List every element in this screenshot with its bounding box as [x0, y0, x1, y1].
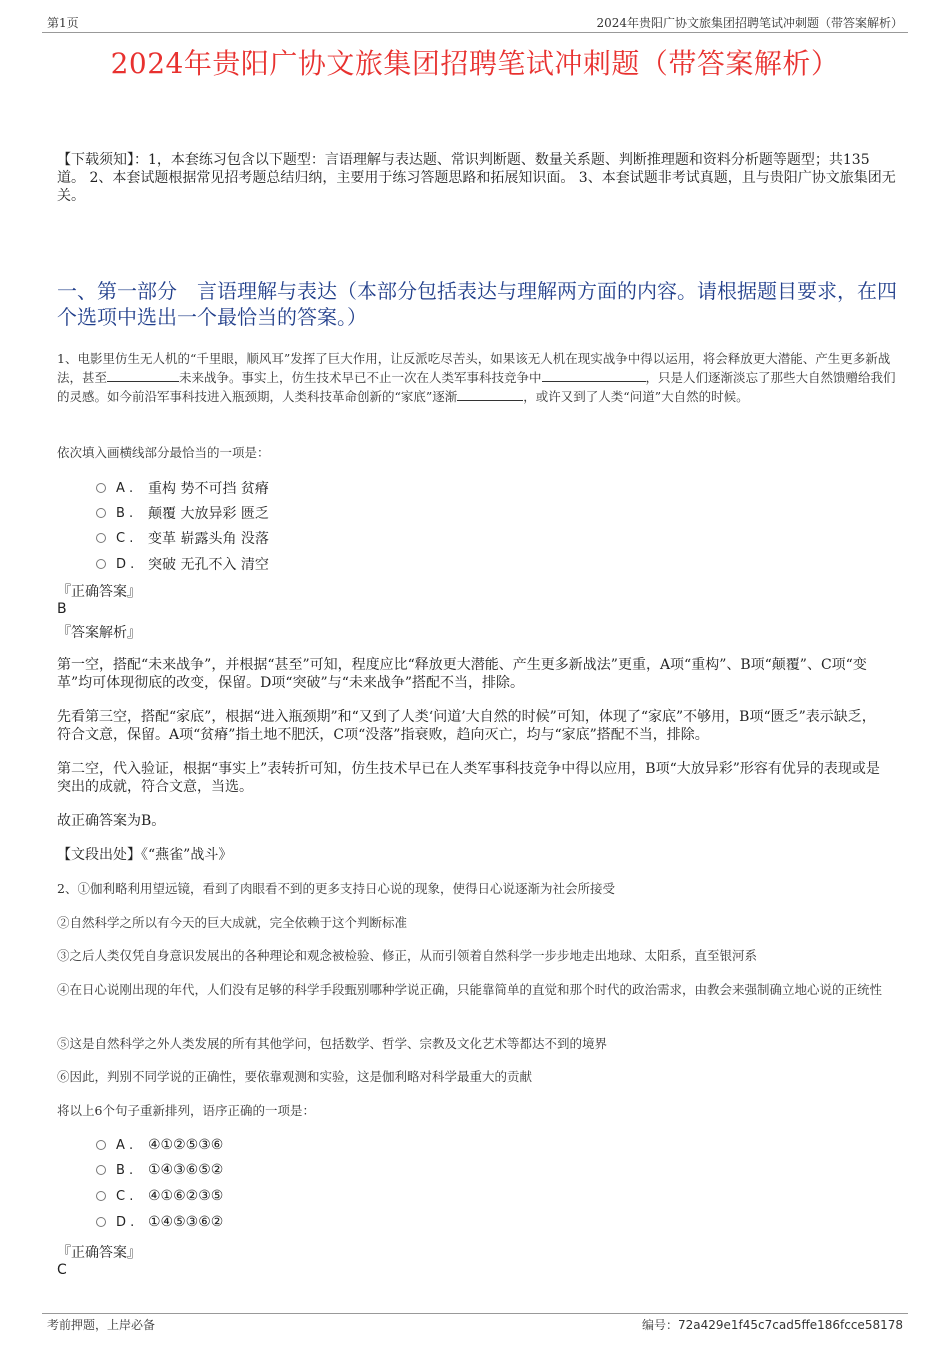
q2-prompt: 将以上6个句子重新排列，语序正确的一项是： [57, 1103, 315, 1118]
option-text: 重构 势不可挡 贫瘠 [148, 481, 269, 497]
q2-sentence: ③之后人类仅凭自身意识发展出的各种理论和观念被检验、修正，从而引领着自然科学一步步地走出地球、太阳系，直至银河系 [57, 948, 758, 963]
option-letter: B . [116, 505, 134, 521]
question-1-text-part-a: 1、电影里仿生无人机的“千里眼，顺风耳”发挥了巨大作用，让反派吃尽苦头，如果该无人机在现实战争中得以运用，将会释放更大潜能、产生更多新战法，甚至 [57, 351, 891, 385]
q2-option-d[interactable] [96, 1214, 223, 1230]
option-text: ①④③⑥⑤② [148, 1162, 224, 1178]
q2-answer: C [57, 1262, 67, 1278]
question-1-text-part-b: 未来战争。事实上，仿生技术早已不止一次在人类军事科技竞争中 [179, 370, 542, 385]
footer-code-value: 72a429e1f45c7cad5ffe186fcce58178 [677, 1318, 903, 1332]
question-1-text [57, 349, 899, 406]
q1-option-b[interactable] [96, 503, 269, 523]
radio-icon[interactable] [96, 1165, 106, 1175]
q1-answer-label: 『正确答案』 [57, 584, 141, 600]
blank-3 [457, 389, 523, 401]
q1-answer: B [57, 601, 67, 617]
option-text: 变革 崭露头角 没落 [148, 531, 269, 547]
q1-analysis-label: 『答案解析』 [57, 625, 141, 641]
radio-icon[interactable] [96, 559, 106, 569]
blank-1 [107, 370, 179, 382]
radio-icon[interactable] [96, 1140, 106, 1150]
radio-icon[interactable] [96, 1191, 106, 1201]
q2-sentence: ④在日心说刚出现的年代，人们没有足够的科学手段甄别哪种学说正确，只能靠简单的直觉和那个时代的政治需求，由教会来强制确立地心说的正统性 [57, 982, 883, 997]
option-text: ④①②⑤③⑥ [148, 1137, 224, 1153]
blank-2 [542, 370, 646, 382]
option-letter: C . [116, 1188, 134, 1204]
q1-option-d[interactable] [96, 554, 269, 574]
q1-analysis-paragraph: 先看第三空，搭配“家底”，根据“进入瓶颈期”和“又到了人类‘问道’大自然的时候”可知，体现了“家底”不够用，B项“匮乏”表示缺乏，符合文意，保留。A项“贫瘠”指土地不肥沃，C项“没落”指衰败，趋向灭亡，均与“家底”搭配不当，排除。 [57, 709, 876, 743]
question-1-text-part-d: ，或许又到了人类“问道”大自然的时候。 [523, 389, 749, 404]
q2-sentence: ⑤这是自然科学之外人类发展的所有其他学问，包括数学、哲学、宗教及文化艺术等都达不到的境界 [57, 1036, 608, 1051]
q2-sentence: ⑥因此，判别不同学说的正确性，要依靠观测和实验，这是伽利略对科学最重大的贡献 [57, 1069, 533, 1084]
page-number: 第1页 [47, 16, 79, 30]
option-text: ①④⑤③⑥② [148, 1214, 224, 1230]
question-1-prompt: 依次填入画横线部分最恰当的一项是： [57, 445, 270, 460]
radio-icon[interactable] [96, 483, 106, 493]
q2-sentence: ②自然科学之所以有今天的巨大成就，完全依赖于这个判断标准 [57, 915, 408, 930]
radio-icon[interactable] [96, 1217, 106, 1227]
q2-option-a[interactable] [96, 1137, 223, 1153]
footer-slogan: 考前押题，上岸必备 [47, 1318, 156, 1332]
q1-analysis-conclusion: 故正确答案为B。 [57, 813, 166, 829]
option-letter: A . [116, 480, 134, 496]
q1-analysis-paragraph: 第一空，搭配“未来战争”，并根据“甚至”可知，程度应比“释放更大潜能、产生更多新战法”更重，A项“重构”、B项“颠覆”、C项“变革”均可体现彻底的改变，保留。D项“突破”与“未来战争”搭配不当，排除。 [57, 657, 867, 691]
option-text: 突破 无孔不入 清空 [148, 557, 269, 573]
radio-icon[interactable] [96, 533, 106, 543]
option-letter: B . [116, 1162, 134, 1178]
q2-answer-label: 『正确答案』 [57, 1245, 141, 1261]
question-1-text-part-c: ，只是人们逐渐淡忘了那些大自然馈赠给我们的灵感。如今前沿军事科技进入瓶颈期，人类科技革命创新的“家底”逐渐 [57, 370, 896, 404]
page-title: 2024年贵阳广协文旅集团招聘笔试冲刺题（带答案解析） [110, 47, 840, 80]
q2-sentence: 2、①伽利略利用望远镜，看到了肉眼看不到的更多支持日心说的现象，使得日心说逐渐为社会所接受 [57, 881, 615, 896]
q1-option-a[interactable] [96, 478, 269, 498]
footer-divider [42, 1313, 908, 1314]
q1-analysis-paragraph: 第二空，代入验证，根据“事实上”表转折可知，仿生技术早已在人类军事科技竞争中得以应用，B项“大放异彩”形容有优异的表现或是突出的成就，符合文意，当选。 [57, 761, 880, 795]
option-text: 颠覆 大放异彩 匮乏 [148, 506, 269, 522]
option-letter: A . [116, 1137, 134, 1153]
header-doc-title: 2024年贵阳广协文旅集团招聘笔试冲刺题（带答案解析） [596, 16, 903, 30]
q1-source: 【文段出处】《“燕雀”战斗》 [57, 847, 233, 863]
section-title: 一、第一部分 言语理解与表达（本部分包括表达与理解两方面的内容。请根据题目要求，在四个选项中选出一个最恰当的答案。） [57, 279, 897, 329]
option-letter: D . [116, 556, 135, 572]
q1-option-c[interactable] [96, 528, 269, 548]
footer-code [642, 1316, 903, 1333]
download-notice: 【下载须知】：1，本套练习包含以下题型：言语理解与表达题、常识判断题、数量关系题、判断推理题和资料分析题等题型；共135道。 2、本套试题根据常见招考题总结归纳，主要用于练习答题思路和拓展知识面。 3、本套试题非考试真题，且与贵阳广协文旅集团无关。 [57, 152, 896, 204]
q2-option-c[interactable] [96, 1188, 223, 1204]
option-letter: C . [116, 530, 134, 546]
radio-icon[interactable] [96, 508, 106, 518]
q2-option-b[interactable] [96, 1162, 223, 1178]
option-letter: D . [116, 1214, 135, 1230]
header-divider [42, 32, 908, 33]
option-text: ④①⑥②③⑤ [148, 1188, 224, 1204]
footer-code-label: 编号： [641, 1318, 678, 1332]
